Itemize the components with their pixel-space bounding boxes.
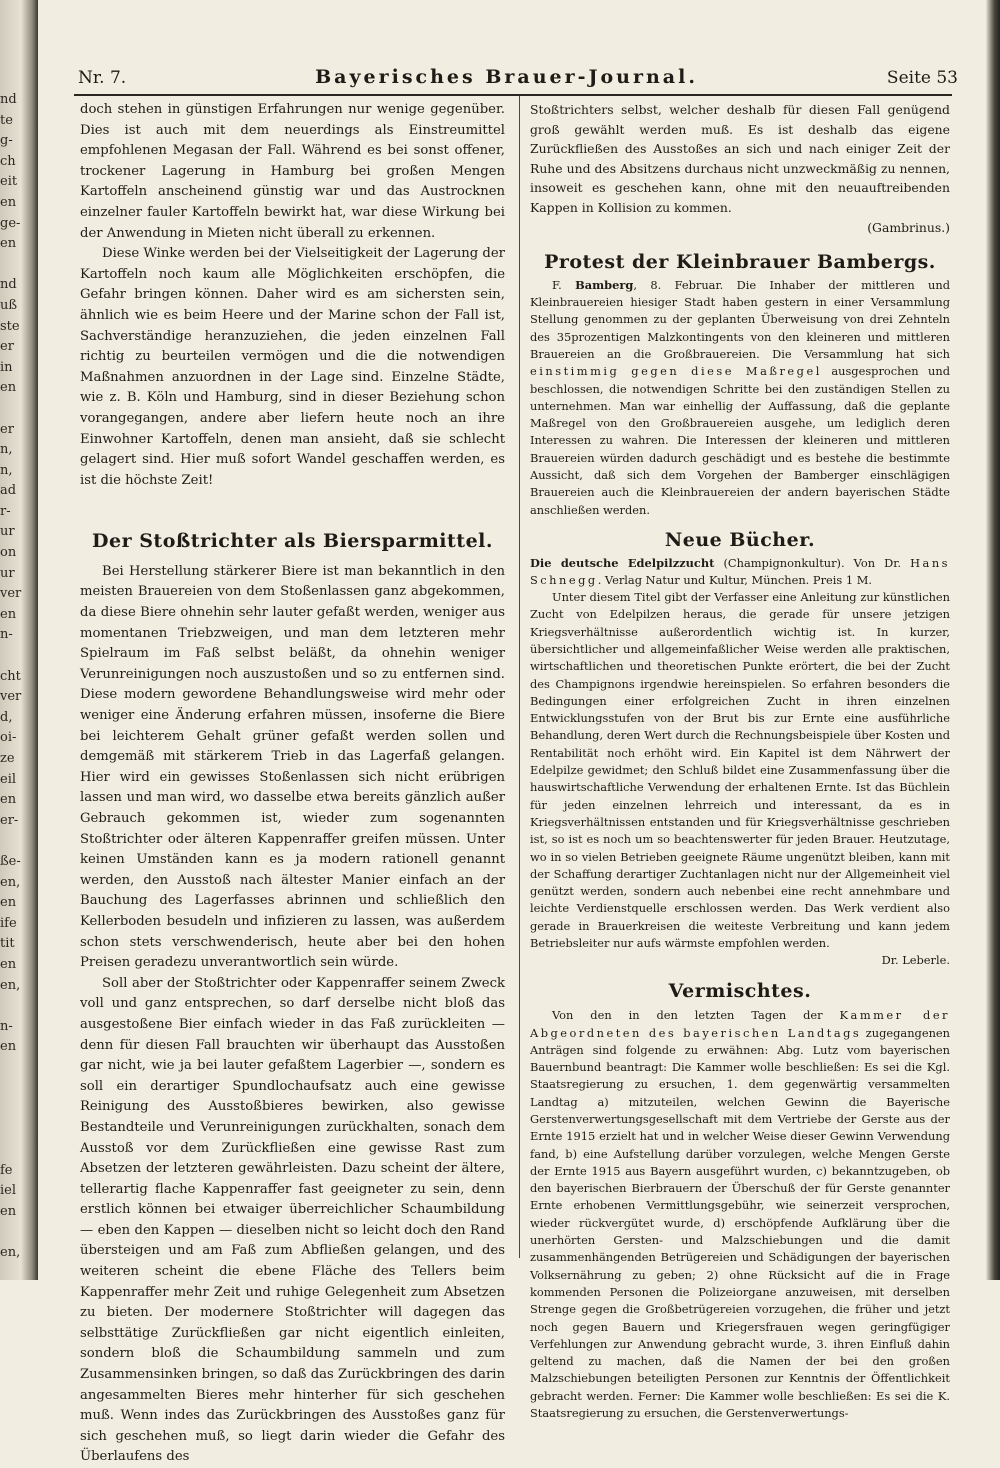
prev-edge-fragment: eit (0, 174, 18, 190)
prev-edge-fragment (0, 1120, 18, 1141)
intro-paragraph-2: Diese Winke werden bei der Vielseitigkeit der Lagerung der Kartoffeln noch kaum alle Möglichkeiten erschöpfen, die Gefahr bringen können. Daher wird es am sichersten sein, ähnlich wie es beim Heere und der Marine schon der Fall ist, Sachverständige heranzuziehen, die jeden einzelnen Fall richtig zu beurteilen vermögen und die die notwendigen Maßnahmen anzuordnen in der Lage sind. Einzelne Städte, wie z. B. Köln und Hamburg, sind in dieser Beziehung schon vorangegangen, andere aber liefern heute noch an ihre Einwohner Kartoffeln, denen man ansieht, daß sie schlecht gelagert sind. Hier muß sofort Wandel geschaffen werden, es ist die höchste Zeit! (80, 246, 505, 488)
prev-edge-fragment: n, (0, 462, 13, 478)
protest-article (530, 277, 950, 519)
protest-prefix: F. (552, 277, 576, 292)
prev-edge-fragment: g- (0, 133, 13, 149)
misc-text-2: zugegangenen Anträgen sind folgende zu erwähnen: Abg. Lutz vom bayerischen Bauernbund beantragt: Die Kammer wolle beschließen: Es sei die Kgl. Staatsregierung zu ersuchen, 1. dem gegenwärtig versammelten Landtag a) mitzuteilen, welchen Gewinn die Bayerische Gerstenverwertungsgesellschaft mit dem Vertriebe der Gerste aus der Ernte 1915 erzielt hat und in welcher Weise dieser Gewinn Verwendung fand, b) eine Aufstellung darüber vorzulegen, welche Mengen Gerste der Ernte 1915 aus Bayern ausgeführt wurden, c) bekanntzugeben, ob den bayerischen Bierbrauern der Überschuß der für Gerste genannter Ernte erhobenen Vermittlungsgebühr, wie seinerzeit versprochen, wieder rückvergütet wurde, d) erschöpfende Aufklärung über die unerhörten Gersten- und Malzschiebungen und die damit zusammenhängenden Betrügereien und Schädigungen der bayerischen Volksernährung zu geben; 2) ohne Rücksicht auf die in Frage kommenden Personen die Polizeiorgane anzuweisen, mit derselben Strenge gegen die Großbetrügereien vorzugehen, die früher und jetzt noch gegen Bauern und Kriegersfrauen wegen geringfügiger Verfehlungen zur Anwendung gebracht wurde, 3. ihren Einfluß dahin geltend zu machen, daß die Namen der bei den großen Malzschiebungen beteiligten Personen zur Kenntnis der Öffentlichkeit gebracht werden. Ferner: Die Kammer wolle beschließen: Es sei die K. Staatsregierung zu ersuchen, die Gerstenverwertungs- (530, 1025, 950, 1421)
prev-edge-fragment: ste (0, 318, 20, 334)
prev-edge-fragment: eil (0, 771, 17, 787)
prev-edge-fragment: er- (0, 812, 19, 828)
prev-edge-fragment: on (0, 545, 17, 561)
article-paragraph-1: Bei Herstellung stärkerer Biere ist man bekanntlich in den meisten Brauereien von dem Stoßenlassen ganz abgekommen, da diese Biere ohnehin sehr lauter gefaßt werden, weniger aus momentanen Triebzweigen, und man dem letzteren mehr Spielraum im Faß selbst beläßt, da ohnehin weniger Verunreinigungen noch auszustoßen und so zu entfernen sind. Diese modern gewordene Behandlungsweise wird mehr oder weniger eine Änderung erfahren müssen, insoferne die Biere bei leichterem Gehalt grüner gefaßt werden sollen und demgemäß mit stärkerem Trieb in das Lagerfaß gelangen. Hier wird ein gewisses Stoßenlassen sich nicht erübrigen lassen und man wird, wo dasselbe etwa bereits gänzlich außer Gebrauch gekommen ist, wieder zum sogenannten Stoßtrichter oder älteren Kappenraffer greifen müssen. Unter keinen Umständen kann es ja modern rationell genannt werden, den Ausstoß nach ältester Manier einfach an der Bauchung des Lagerfasses abrinnen und schließlich den Kellerboden besudeln und infizieren zu lassen, was außerdem schon stets verschwenderisch, heute aber bei den hohen Preisen geradezu unverantwortlich sein würde. (80, 563, 505, 971)
article-title-stosstrichter: Der Stoßtrichter als Biersparmittel. (92, 530, 493, 553)
prev-edge-fragment: er (0, 421, 14, 437)
misc-text-1: Von den in den letzten Tagen der (552, 1008, 840, 1023)
prev-edge-fragment: n- (0, 1018, 13, 1034)
book-title: Die deutsche Edelpilzzucht (530, 555, 715, 570)
prev-edge-fragment (0, 646, 18, 667)
prev-edge-fragment: cht (0, 668, 21, 684)
prev-edge-fragment: en (0, 1039, 17, 1055)
book-signature: Dr. Leberle. (881, 953, 950, 968)
intro-paragraph-1: doch stehen in günstigen Erfahrungen nur wenige gegenüber. Dies ist auch mit dem neuerdings als Einstreumittel empfohlenen Megasan der Fall. Während es bei sonst offener, trockener Lagerung in Hamburg bei großen Mengen Kartoffeln anscheinend günstig war und das Austrocknen einzelner fauler Kartoffeln bewirkt hat, war diese Wirkung bei der Anwendung in Mieten nicht überall zu erkennen. (80, 102, 505, 241)
continuation-paragraph: Stoßtrichters selbst, welcher deshalb für diesen Fall genügend groß gewählt werden muß. Es ist deshalb das eigene Zurückfließen des Ausstoßes an sich und nach einiger Zeit der Ruhe und des Absitzens durchaus nicht unzweckmäßig zu nennen, insoweit es geschehen kann, ohne mit den neuauftreibenden Kappen in Kollision zu kommen. (530, 102, 950, 215)
prev-edge-fragment (0, 996, 18, 1017)
header-rule (74, 94, 952, 96)
page-right-edge (986, 0, 1000, 1280)
prev-edge-fragment: ur (0, 565, 15, 581)
prev-edge-fragment: en, (0, 977, 21, 993)
prev-edge-fragment (0, 399, 18, 420)
prev-edge-fragment: en (0, 606, 17, 622)
book-info-1: (Champignonkultur). Von Dr. (714, 555, 911, 570)
book-author: Hans Schnegg (530, 555, 950, 587)
article-paragraph-2: Soll aber der Stoßtrichter oder Kappenraffer seinem Zweck voll und ganz entsprechen, so darf derselbe nicht bloß das ausgestoßene Bier einfach wieder in das Faß zurückleiten — denn für diesen Fall brauchten wir überhaupt das Ausstoßen gar nicht, wie ja bei lauter gefaßtem Lagerbier —, sondern es soll ein derartiger Spundlochaufsatz auch eine gewisse Reinigung des Ausstoßbieres bewirken, also gewisse Bestandteile und Verunreinigungen zurückhalten, sonach dem Ausstoß vor dem Zurückfließen eine gewisse Rast zum Absetzen der letzteren gewährleisten. Dazu scheint der ältere, tellerartig flache Kappenraffer fast geeigneter zu sein, denn erstlich können bei etwaiger überreichlicher Schaumbildung — eben den Kappen — dieselben nicht so leicht doch den Rand übersteigen und am Faß zum Abfließen gelangen, und des weiteren scheint die ebene Fläche des Tellers beim Kappenraffer mehr Zeit und ruhige Gelegenheit zum Absetzen zu bieten. Der modernere Stoßtrichter will dagegen das selbsttätige Zurückfließen gar nicht eigentlich einleiten, sondern bloß die Schaumbildung sammeln und zum Zusammensinken bringen, so daß das Zurückbringen des darin angesammelten Bieres mehr hinterher für sich geschehen muß. Wenn indes das Zurückbringen des Ausstoßes ganz für sich geschehen muß, so liegt darin wieder die Gefahr des Überlaufens des (80, 975, 505, 1465)
prev-edge-fragment: iel (0, 1183, 17, 1199)
prev-edge-fragment: en (0, 792, 17, 808)
misc-spaced-text: Kammer der Abgeordneten des bayerischen Landtags (530, 1008, 951, 1040)
prev-edge-fragment: ße- (0, 853, 21, 869)
book-review: Unter diesem Titel gibt der Verfasser eine Anleitung zur künstlichen Zucht von Edelpilzen heraus, die gerade für unsere jetzigen Kriegsverhältnisse außerordentlich wichtig ist. In kurzer, übersichtlicher und allgemeinfaßlicher Weise werden alle praktischen, wirtschaftlichen und theoretischen Punkte erörtert, die bei der Zucht des Champignons irgendwie hereinspielen. So erfahren besonders die Bedingungen einer erfolgreichen Zucht in ihren einzelnen Entwicklungsstufen von der Brut bis zur Ernte eine ausführliche Behandlung, deren Wert durch die Rechnungsbeispiele über Kosten und Rentabilität noch erhöht wird. Ein Kapitel ist dem Nährwert der Edelpilze gewidmet; den Schluß bildet eine Zusammenfassung über die hauswirtschaftliche Verwendung der erhaltenen Ernte. Ist das Büchlein für jeden einzelnen lehrreich und interessant, da es in Kriegsverhältnissen entstanden und für Kriegsverhältnisse geschrieben ist, so ist es noch um so beachtenswerter für jeden Brauer. Heutzutage, wo in so vielen Betrieben geeignete Räume ungenützt bleiben, kann mit der Schaffung derartiger Zuchtanlagen nicht nur der Allgemeinheit viel genützt werden, sondern auch nebenbei eine recht annehmbare und leichte Verdienstquelle erschlossen werden. Das Werk verdient also gerade in Brauerkreisen die weiteste Verbreitung und kann jedem Betriebsleiter nur aufs wärmste empfohlen werden. (530, 590, 950, 951)
journal-title: Bayerisches Brauer-Journal. (315, 66, 698, 88)
prev-edge-fragment: en (0, 956, 17, 972)
book-info-2: . Verlag Natur und Kultur, München. Preis 1 M. (597, 572, 873, 587)
page-number: Seite 53 (886, 68, 958, 88)
prev-edge-fragment: ad (0, 483, 17, 499)
continuation-signature: (Gambrinus.) (867, 219, 950, 235)
right-column (530, 100, 951, 1421)
protest-spaced-text: einstimmig gegen diese Maßregel (530, 364, 822, 379)
prev-edge-fragment: nd (0, 92, 17, 107)
prev-edge-fragment: en, (0, 1245, 21, 1261)
prev-edge-fragment (0, 1058, 18, 1079)
prev-edge-fragment: ife (0, 915, 17, 931)
protest-text-1: , 8. Februar. Die Inhaber der mittleren und Kleinbrauereien hiesiger Stadt haben gestern in einer Versammlung Stellung genommen zu der geplanten Überweisung von drei Zehnteln des 35prozentigen Malzkontingents von den kleineren und mittleren Brauereien an die Großbrauereien. Die Versammlung hat sich (530, 277, 951, 361)
prev-edge-fragment: er (0, 339, 14, 355)
prev-edge-fragment: nd (0, 277, 17, 293)
protest-title: Protest der Kleinbrauer Bambergs. (544, 251, 936, 274)
newspaper-page (50, 58, 970, 1465)
left-column (80, 100, 505, 1465)
prev-edge-fragment: ge- (0, 215, 21, 231)
prev-edge-fragment: n, (0, 442, 13, 458)
page-header (78, 66, 958, 96)
prev-edge-fragment: ze (0, 751, 15, 766)
prev-edge-fragment (0, 1140, 18, 1161)
prev-edge-fragment: in (0, 359, 13, 375)
prev-edge-fragment: en (0, 1204, 17, 1220)
prev-edge-fragment: ch (0, 153, 16, 169)
previous-page-edge (0, 90, 22, 1261)
prev-edge-fragment (0, 255, 18, 276)
prev-edge-fragment: te (0, 112, 13, 128)
prev-edge-fragment: tit (0, 936, 15, 952)
prev-edge-fragment: ver (0, 586, 22, 602)
prev-edge-fragment (0, 1079, 18, 1100)
prev-edge-fragment: d, (0, 709, 13, 725)
prev-edge-fragment: r- (0, 503, 11, 519)
prev-edge-fragment: fe (0, 1162, 13, 1178)
protest-text-2: ausgesprochen und beschlossen, die notwendigen Schritte bei den zuständigen Stellen zu unternehmen. Man war einhellig der Auffassung, daß die geplante Maßregel von den Großbrauereien ausgehe, um lediglich deren Interessen zu wahren. Die Interessen der kleineren und mittleren Brauereien würden dadurch geschädigt und es bestehe die bestimmte Aussicht, daß sich dem Vorgehen der Bamberger einschlägigen Brauereien auch die Kleinbrauereien der andern bayerischen Städte anschließen werden. (530, 364, 950, 517)
prev-edge-fragment (0, 831, 18, 852)
books-title: Neue Bücher. (664, 528, 816, 551)
prev-edge-fragment: ur (0, 524, 15, 540)
prev-edge-fragment: en (0, 380, 17, 396)
prev-edge-fragment: oi- (0, 730, 17, 746)
protest-place: Bamberg (575, 277, 634, 292)
prev-edge-fragment: n- (0, 627, 13, 643)
prev-edge-fragment: en, (0, 874, 21, 890)
prev-edge-fragment (0, 1099, 18, 1120)
prev-edge-fragment: ver (0, 689, 22, 705)
misc-title: Vermischtes. (668, 979, 812, 1002)
prev-edge-fragment: en (0, 194, 17, 210)
misc-article (530, 1007, 950, 1422)
prev-edge-fragment: en (0, 236, 17, 252)
column-divider (519, 96, 520, 1258)
issue-number: Nr. 7. (78, 68, 127, 88)
prev-edge-fragment (0, 1223, 18, 1244)
prev-edge-fragment: en (0, 895, 17, 911)
prev-edge-fragment: uß (0, 297, 18, 313)
book-entry (530, 555, 950, 590)
